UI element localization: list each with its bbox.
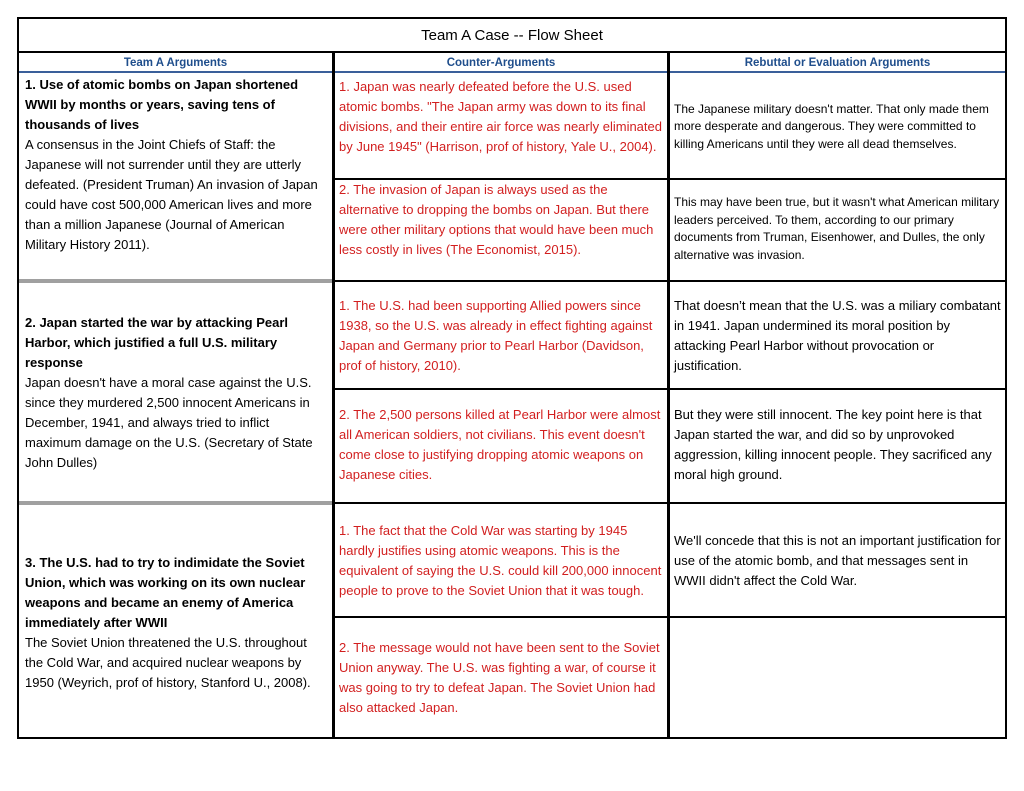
argument-3 <box>19 507 332 739</box>
rebuttal-1-2-text: This may have been true, but it wasn't what American military leaders perceived. To them, according to our primary documents from Truman, Eisenhower, and Dulles, the only alternative was invasion. <box>674 195 1000 262</box>
counter-1-2: 2. The invasion of Japan is always used as the alternative to dropping the bombs on Japan. But there were other military options that would have been much less costly in lives (The Economist, 2015). <box>339 182 654 257</box>
rebuttal-2-1-text: That doesn’t mean that the U.S. was a miliary combatant in 1941. Japan undermined its moral position by attacking Pearl Harbor without provocation or justification. <box>674 298 1001 373</box>
header-team-a-arguments: Team A Arguments <box>19 53 332 73</box>
rebuttal-1-1-text: The Japanese military doesn't matter. That only made them more desperate and dangerous. They were committed to killing Americans until they were all dead themselves. <box>674 101 989 151</box>
counter-2-2-text: 2. The 2,500 persons killed at Pearl Harbor were almost all American soldiers, not civilians. This event doesn't come close to justifying dropping atomic weapons on Japanese cities. <box>339 407 661 482</box>
argument-1-heading: 1. Use of atomic bombs on Japan shortened WWII by months or years, saving tens of thousands of lives <box>25 77 299 132</box>
header-rebuttal: Rebuttal or Evaluation Arguments <box>670 53 1005 73</box>
section-divider <box>19 501 332 505</box>
section-divider <box>335 502 1005 504</box>
counter-3-1-text: 1. The fact that the Cold War was starting by 1945 hardly justifies using atomic weapons. This is the equivalent of saying the U.S. could kill 200,000 innocent people to prove to the Soviet Union that it was tough. <box>339 523 662 598</box>
section-divider <box>19 279 332 283</box>
rebuttal-3-1 <box>670 507 1005 615</box>
counter-3-1 <box>335 507 667 615</box>
rebuttal-2-2-text: But they were still innocent. The key point here is that Japan started the war, and did so by unprovoked aggression, killing innocent people. They sacrificed any moral high ground. <box>674 407 992 482</box>
counter-2-1 <box>335 285 667 387</box>
rebuttal-1-1 <box>670 77 1005 177</box>
rebuttal-2-2 <box>670 390 1005 500</box>
rebuttal-2-1 <box>670 285 1005 387</box>
header-counter-arguments: Counter-Arguments <box>335 53 667 73</box>
counter-3-2 <box>335 618 667 738</box>
counter-2-1-text: 1. The U.S. had been supporting Allied powers since 1938, so the U.S. was already in effect fighting against Japan and Germany prior to Pearl Harbor (Davidson, prof of history, 2010). <box>339 298 653 373</box>
rebuttal-1-2 <box>670 180 1005 278</box>
rebuttal-3-1-text: We'll concede that this is not an important justification for use of the atomic bomb, and that messages sent in WWII didn't affect the Cold War. <box>674 533 1001 588</box>
section-divider <box>335 280 1005 282</box>
counter-1-1: 1. Japan was nearly defeated before the U.S. used atomic bombs. "The Japan army was down to its final divisions, and their entire air force was nearly eliminated by June 1945" (Harrison, prof of history, Yale U., 2004). <box>339 79 662 154</box>
sheet-title: Team A Case -- Flow Sheet <box>19 19 1005 53</box>
argument-2-heading: 2. Japan started the war by attacking Pearl Harbor, which justified a full U.S. military response <box>25 315 288 370</box>
argument-1-body: A consensus in the Joint Chiefs of Staff: the Japanese will not surrender until they are utterly defeated. (President Truman) An invasion of Japan could have cost 500,000 American lives and more than a million Japanese (Journal of American Military History 2011). <box>25 137 318 252</box>
argument-1 <box>19 75 332 277</box>
counter-2-2 <box>335 390 667 500</box>
rebuttal-3-2 <box>670 618 1005 738</box>
argument-2-body: Japan doesn't have a moral case against the U.S. since they murdered 2,500 innocent Americans in December, 1941, and always tried to inflict maximum damage on the U.S. (Secretary of State John Dulles) <box>25 375 313 470</box>
argument-2 <box>19 285 332 501</box>
argument-3-body: The Soviet Union threatened the U.S. throughout the Cold War, and acquired nuclear weapons by 1950 (Weyrich, prof of history, Stanford U., 2008). <box>25 635 311 690</box>
counter-3-2-text: 2. The message would not have been sent to the Soviet Union anyway. The U.S. was fighting a war, of course it was going to try to defeat Japan. The Soviet Union had also attacked Japan. <box>339 640 660 715</box>
flow-sheet-table <box>17 17 1007 739</box>
argument-3-heading: 3. The U.S. had to try to indimidate the Soviet Union, which was working on its own nuclear weapons and became an enemy of America immediately after WWII <box>25 555 306 630</box>
